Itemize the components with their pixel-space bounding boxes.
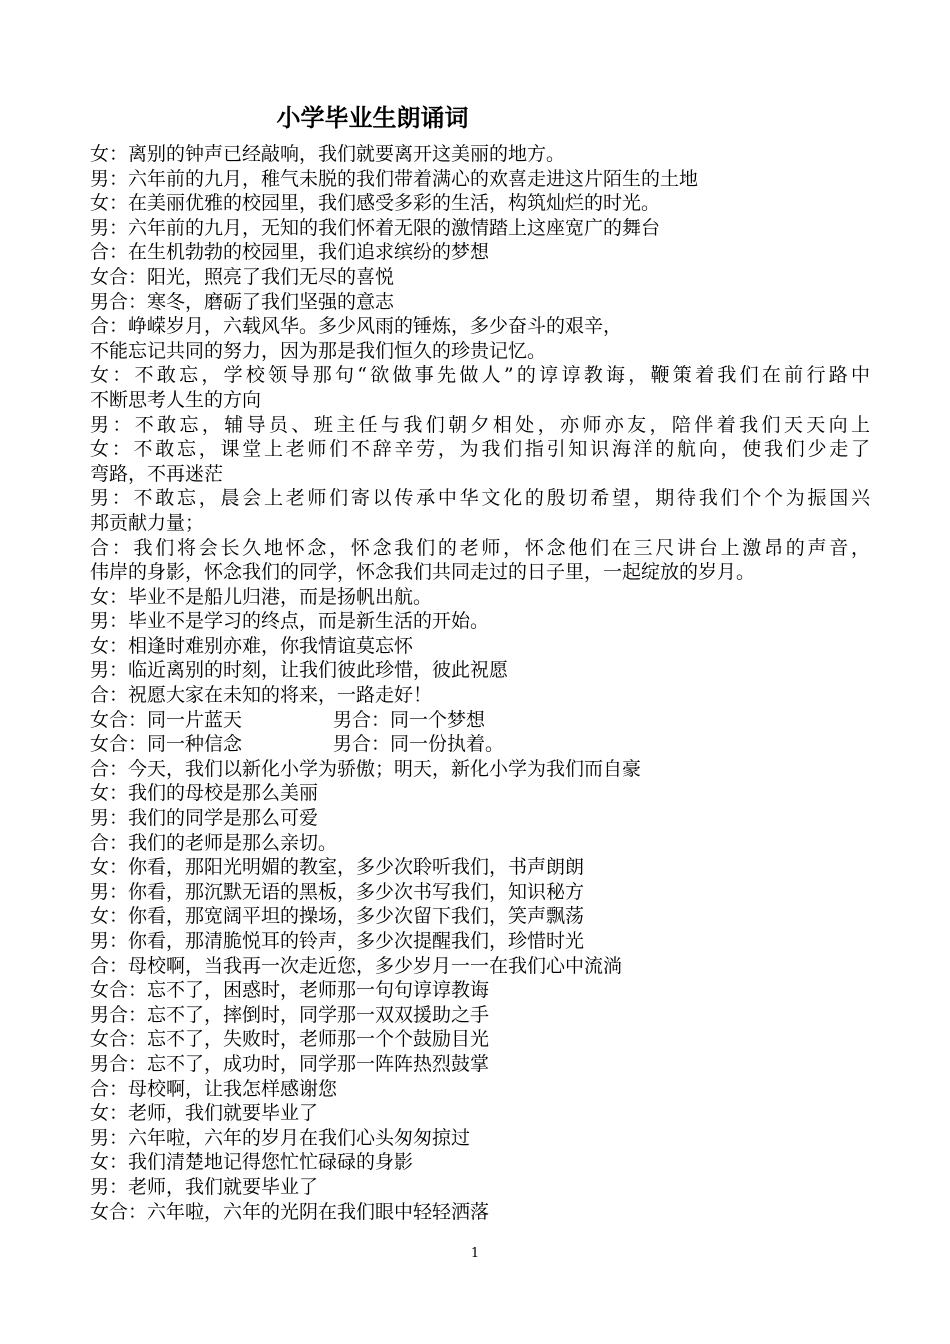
- text-line: 女合：六年啦，六年的光阴在我们眼中轻轻洒落: [90, 1200, 490, 1223]
- text-line: 合：祝愿大家在未知的将来，一路走好！: [90, 684, 433, 707]
- text-line: 伟岸的身影，怀念我们的同学，怀念我们共同走过的日子里，一起绽放的岁月。: [90, 561, 756, 584]
- paired-line: [90, 732, 870, 757]
- text-line: 女：我们清楚地记得您忙忙碌碌的身影: [90, 1151, 414, 1174]
- paired-line: [90, 708, 870, 733]
- text-line: 男合：忘不了，成功时，同学那一阵阵热烈鼓掌: [90, 1052, 490, 1075]
- text-line: 女合：阳光，照亮了我们无尽的喜悦: [90, 265, 395, 288]
- text-line: 男：毕业不是学习的终点，而是新生活的开始。: [90, 610, 490, 633]
- text-line: 邦贡献力量；: [90, 511, 205, 534]
- text-line: 合：今天，我们以新化小学为骄傲；明天，新化小学为我们而自豪: [90, 757, 642, 780]
- pair-right: 男合：同一个梦想: [333, 708, 486, 731]
- text-line: 女：离别的钟声已经敲响，我们就要离开这美丽的地方。: [90, 143, 566, 165]
- text-line: 合：我们将会长久地怀念，怀念我们的老师，怀念他们在三尺讲台上激昂的声音，: [90, 536, 870, 559]
- text-line: 男：老师，我们就要毕业了: [90, 1175, 319, 1198]
- pair-right: 男合：同一份执着。: [333, 733, 505, 756]
- text-line: 男：六年前的九月，无知的我们怀着无限的激情踏上这座宽广的舞台: [90, 216, 661, 239]
- text-line: 合：我们的老师是那么亲切。: [90, 831, 338, 854]
- text-line: 女：你看，那宽阔平坦的操场，多少次留下我们，笑声飘荡: [90, 905, 585, 928]
- text-line: 女：不敢忘，学校领导那句“欲做事先做人”的谆谆教诲，鞭策着我们在前行路中: [90, 364, 870, 387]
- text-line: 女：在美丽优雅的校园里，我们感受多彩的生活，构筑灿烂的时光。: [90, 192, 661, 215]
- text-line: 男合：忘不了，摔倒时，同学那一双双援助之手: [90, 1003, 490, 1026]
- text-line: 女：毕业不是船儿归港，而是扬帆出航。: [90, 585, 433, 608]
- text-line: 女：不敢忘，课堂上老师们不辞辛劳，为我们指引知识海洋的航向，使我们少走了: [90, 438, 870, 461]
- text-line: 男：我们的同学是那么可爱: [90, 807, 319, 830]
- text-line: 合：峥嵘岁月，六载风华。多少风雨的锤炼，多少奋斗的艰辛，: [90, 315, 623, 338]
- text-line: 女合：忘不了，失败时，老师那一个个鼓励目光: [90, 1028, 490, 1051]
- document-title: 小学毕业生朗诵词: [276, 104, 469, 132]
- text-line: 合：母校啊，让我怎样感谢您: [90, 1077, 338, 1100]
- text-line: 女：我们的母校是那么美丽: [90, 782, 319, 805]
- text-line: 合：在生机勃勃的校园里，我们追求缤纷的梦想: [90, 241, 490, 264]
- text-line: 女：老师，我们就要毕业了: [90, 1102, 319, 1125]
- text-line: 男：不敢忘，晨会上老师们寄以传承中华文化的殷切希望，期待我们个个为振国兴: [90, 487, 870, 510]
- text-line: 男：不敢忘，辅导员、班主任与我们朝夕相处，亦师亦友，陪伴着我们天天向上: [90, 413, 870, 436]
- page-number: 1: [470, 1246, 480, 1261]
- text-line: 女：相逢时难别亦难，你我情谊莫忘怀: [90, 634, 414, 657]
- text-line: 男：六年前的九月，稚气未脱的我们带着满心的欢喜走进这片陌生的土地: [90, 167, 699, 190]
- text-line: 不断思考人生的方向: [90, 388, 262, 411]
- text-line: 男：你看，那沉默无语的黑板，多少次书写我们，知识秘方: [90, 880, 585, 903]
- pair-left: 女合：同一片蓝天: [90, 708, 243, 731]
- text-line: 男：六年啦，六年的岁月在我们心头匆匆掠过: [90, 1126, 471, 1149]
- text-line: 女：你看，那阳光明媚的教室，多少次聆听我们，书声朗朗: [90, 856, 585, 879]
- text-line: 弯路，不再迷茫: [90, 462, 224, 485]
- pair-left: 女合：同一种信念: [90, 733, 243, 756]
- document-body: [90, 142, 870, 1224]
- text-line: 合：母校啊，当我再一次走近您，多少岁月一一在我们心中流淌: [90, 954, 623, 977]
- text-line: 不能忘记共同的努力，因为那是我们恒久的珍贵记忆。: [90, 339, 547, 362]
- text-line: 男合：寒冬，磨砺了我们坚强的意志: [90, 290, 395, 313]
- text-line: 男：你看，那清脆悦耳的铃声，多少次提醒我们，珍惜时光: [90, 930, 585, 952]
- text-line: 男：临近离别的时刻，让我们彼此珍惜，彼此祝愿: [90, 659, 509, 682]
- text-line: 女合：忘不了，困惑时，老师那一句句谆谆教诲: [90, 979, 490, 1002]
